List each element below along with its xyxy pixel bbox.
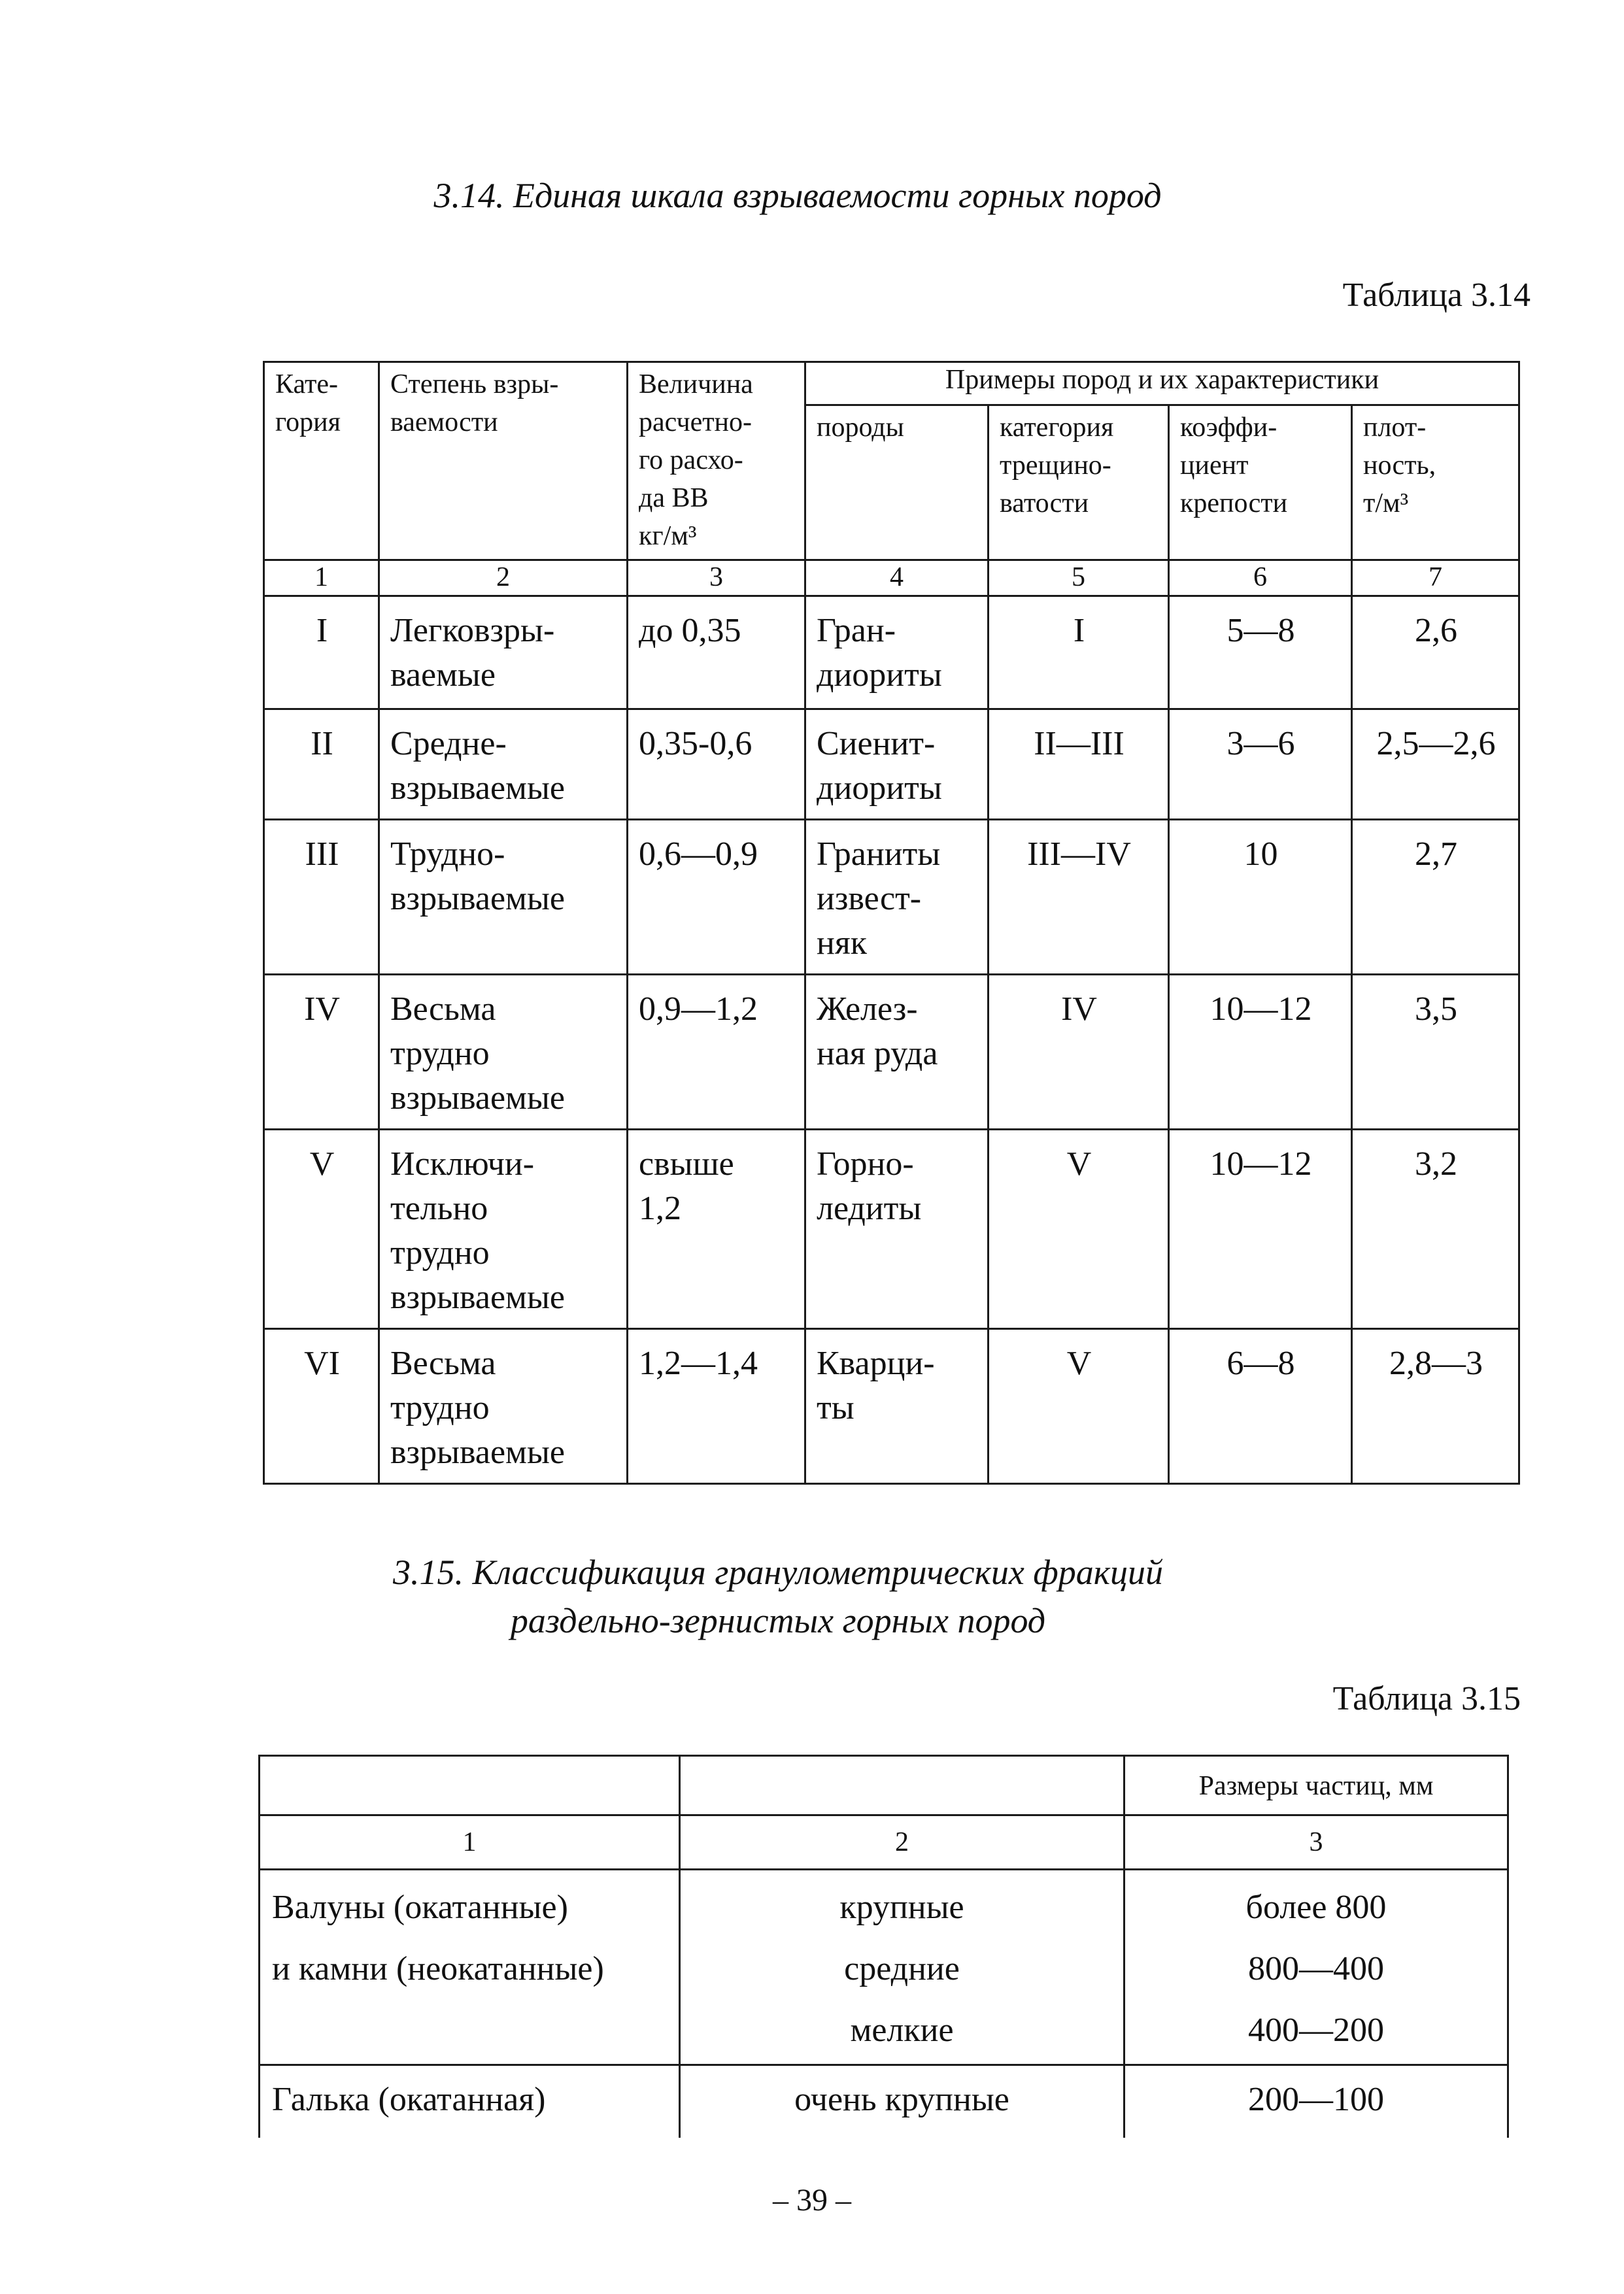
header-particle-size: Размеры частиц, мм (1125, 1756, 1508, 1815)
range-value: 800—400 (1248, 1950, 1384, 1987)
header-category: Кате- гория (264, 362, 379, 560)
cell-density: 3,2 (1352, 1130, 1519, 1329)
column-number: 2 (379, 560, 628, 596)
cell-strength: 3—6 (1169, 709, 1352, 820)
table-row (264, 975, 1519, 1130)
column-number: 6 (1169, 560, 1352, 596)
column-number: 3 (1125, 1815, 1508, 1870)
cell-charge: 0,9—1,2 (628, 975, 805, 1130)
cell-density: 2,8—3 (1352, 1329, 1519, 1484)
column-number-row (260, 1815, 1508, 1870)
cell-fraction-name (260, 1870, 680, 2065)
cell-degree: Весьма трудно взрываемые (379, 975, 628, 1130)
table-caption-3-14: Таблица 3.14 (1342, 277, 1531, 314)
column-number: 2 (680, 1815, 1125, 1870)
cell-fraction-ranges (1125, 1870, 1508, 2065)
cell-rock: Граниты извест- няк (805, 820, 989, 975)
cell-fraction-range: 200—100 (1125, 2065, 1508, 2138)
blastability-scale-table (263, 361, 1520, 1485)
cell-degree: Исключи- тельно трудно взрываемые (379, 1130, 628, 1329)
header-fracture: категория трещино- ватости (989, 405, 1169, 560)
cell-rock: Горно- ледиты (805, 1130, 989, 1329)
cell-rock: Желез- ная руда (805, 975, 989, 1130)
page-number: – 39 – (773, 2183, 851, 2218)
table-header-row (260, 1756, 1508, 1815)
table-row (264, 709, 1519, 820)
cell-category: III (264, 820, 379, 975)
table-row (260, 2065, 1508, 2138)
cell-charge: свыше 1,2 (628, 1130, 805, 1329)
header-rocks: породы (805, 405, 989, 560)
column-number-row (264, 560, 1519, 596)
range-value: более 800 (1245, 1889, 1387, 1926)
header-degree: Степень взры- ваемости (379, 362, 628, 560)
cell-density: 2,5—2,6 (1352, 709, 1519, 820)
header-charge: Величина расчетно- го расхо- да ВВ кг/м³ (628, 362, 805, 560)
cell-degree: Весьма трудно взрываемые (379, 1329, 628, 1484)
section-title-3-15: 3.15. Классификация гранулометрических фракций раздельно-зернистых горных пород (393, 1553, 1163, 1640)
cell-fracture: IV (989, 975, 1169, 1130)
table-caption-3-15: Таблица 3.15 (1332, 1680, 1521, 1717)
range-value: 400—200 (1248, 2012, 1384, 2049)
header-density: плот- ность, т/м³ (1352, 405, 1519, 560)
column-number: 1 (260, 1815, 680, 1870)
cell-density: 2,7 (1352, 820, 1519, 975)
cell-category: II (264, 709, 379, 820)
column-number: 4 (805, 560, 989, 596)
column-number: 3 (628, 560, 805, 596)
granulometric-fractions-table (258, 1755, 1509, 2138)
section-title-3-14: 3.14. Единая шкала взрываемости горных пород (433, 176, 1162, 215)
cell-strength: 10—12 (1169, 975, 1352, 1130)
cell-charge: 0,35-0,6 (628, 709, 805, 820)
cell-category: V (264, 1130, 379, 1329)
cell-strength: 10—12 (1169, 1130, 1352, 1329)
cell-strength: 5—8 (1169, 596, 1352, 709)
table-row (264, 820, 1519, 975)
cell-rock: Гран- диориты (805, 596, 989, 709)
table-row (260, 1870, 1508, 2065)
table-row (264, 596, 1519, 709)
cell-fraction-size: очень крупные (680, 2065, 1125, 2138)
cell-rock: Сиенит- диориты (805, 709, 989, 820)
column-number: 7 (1352, 560, 1519, 596)
table-row (264, 1130, 1519, 1329)
cell-strength: 10 (1169, 820, 1352, 975)
table-row (264, 1329, 1519, 1484)
cell-fracture: II—III (989, 709, 1169, 820)
cell-density: 2,6 (1352, 596, 1519, 709)
size-label: мелкие (850, 2012, 954, 2049)
cell-charge: 0,6—0,9 (628, 820, 805, 975)
cell-density: 3,5 (1352, 975, 1519, 1130)
cell-category: I (264, 596, 379, 709)
cell-strength: 6—8 (1169, 1329, 1352, 1484)
cell-degree: Трудно- взрываемые (379, 820, 628, 975)
column-number: 5 (989, 560, 1169, 596)
cell-fracture: V (989, 1130, 1169, 1329)
cell-fraction-name: Галька (окатанная) (260, 2065, 680, 2138)
cell-charge: 1,2—1,4 (628, 1329, 805, 1484)
cell-fracture: I (989, 596, 1169, 709)
header-examples-group: Примеры пород и их характеристики (805, 362, 1519, 405)
cell-rock: Кварци- ты (805, 1329, 989, 1484)
column-number: 1 (264, 560, 379, 596)
header-cell-2 (680, 1756, 1125, 1815)
cell-category: IV (264, 975, 379, 1130)
table-header-row (264, 362, 1519, 405)
size-label: крупные (839, 1889, 964, 1926)
cell-degree: Легковзры- ваемые (379, 596, 628, 709)
cell-fraction-sizes (680, 1870, 1125, 2065)
header-strength: коэффи- циент крепости (1169, 405, 1352, 560)
cell-charge: до 0,35 (628, 596, 805, 709)
cell-fracture: III—IV (989, 820, 1169, 975)
cell-category: VI (264, 1329, 379, 1484)
fraction-name-text: Валуны (окатанные) и камни (неокатанные) (272, 1889, 604, 1987)
cell-degree: Средне- взрываемые (379, 709, 628, 820)
cell-fracture: V (989, 1329, 1169, 1484)
header-cell-1 (260, 1756, 680, 1815)
size-label: средние (844, 1950, 960, 1987)
